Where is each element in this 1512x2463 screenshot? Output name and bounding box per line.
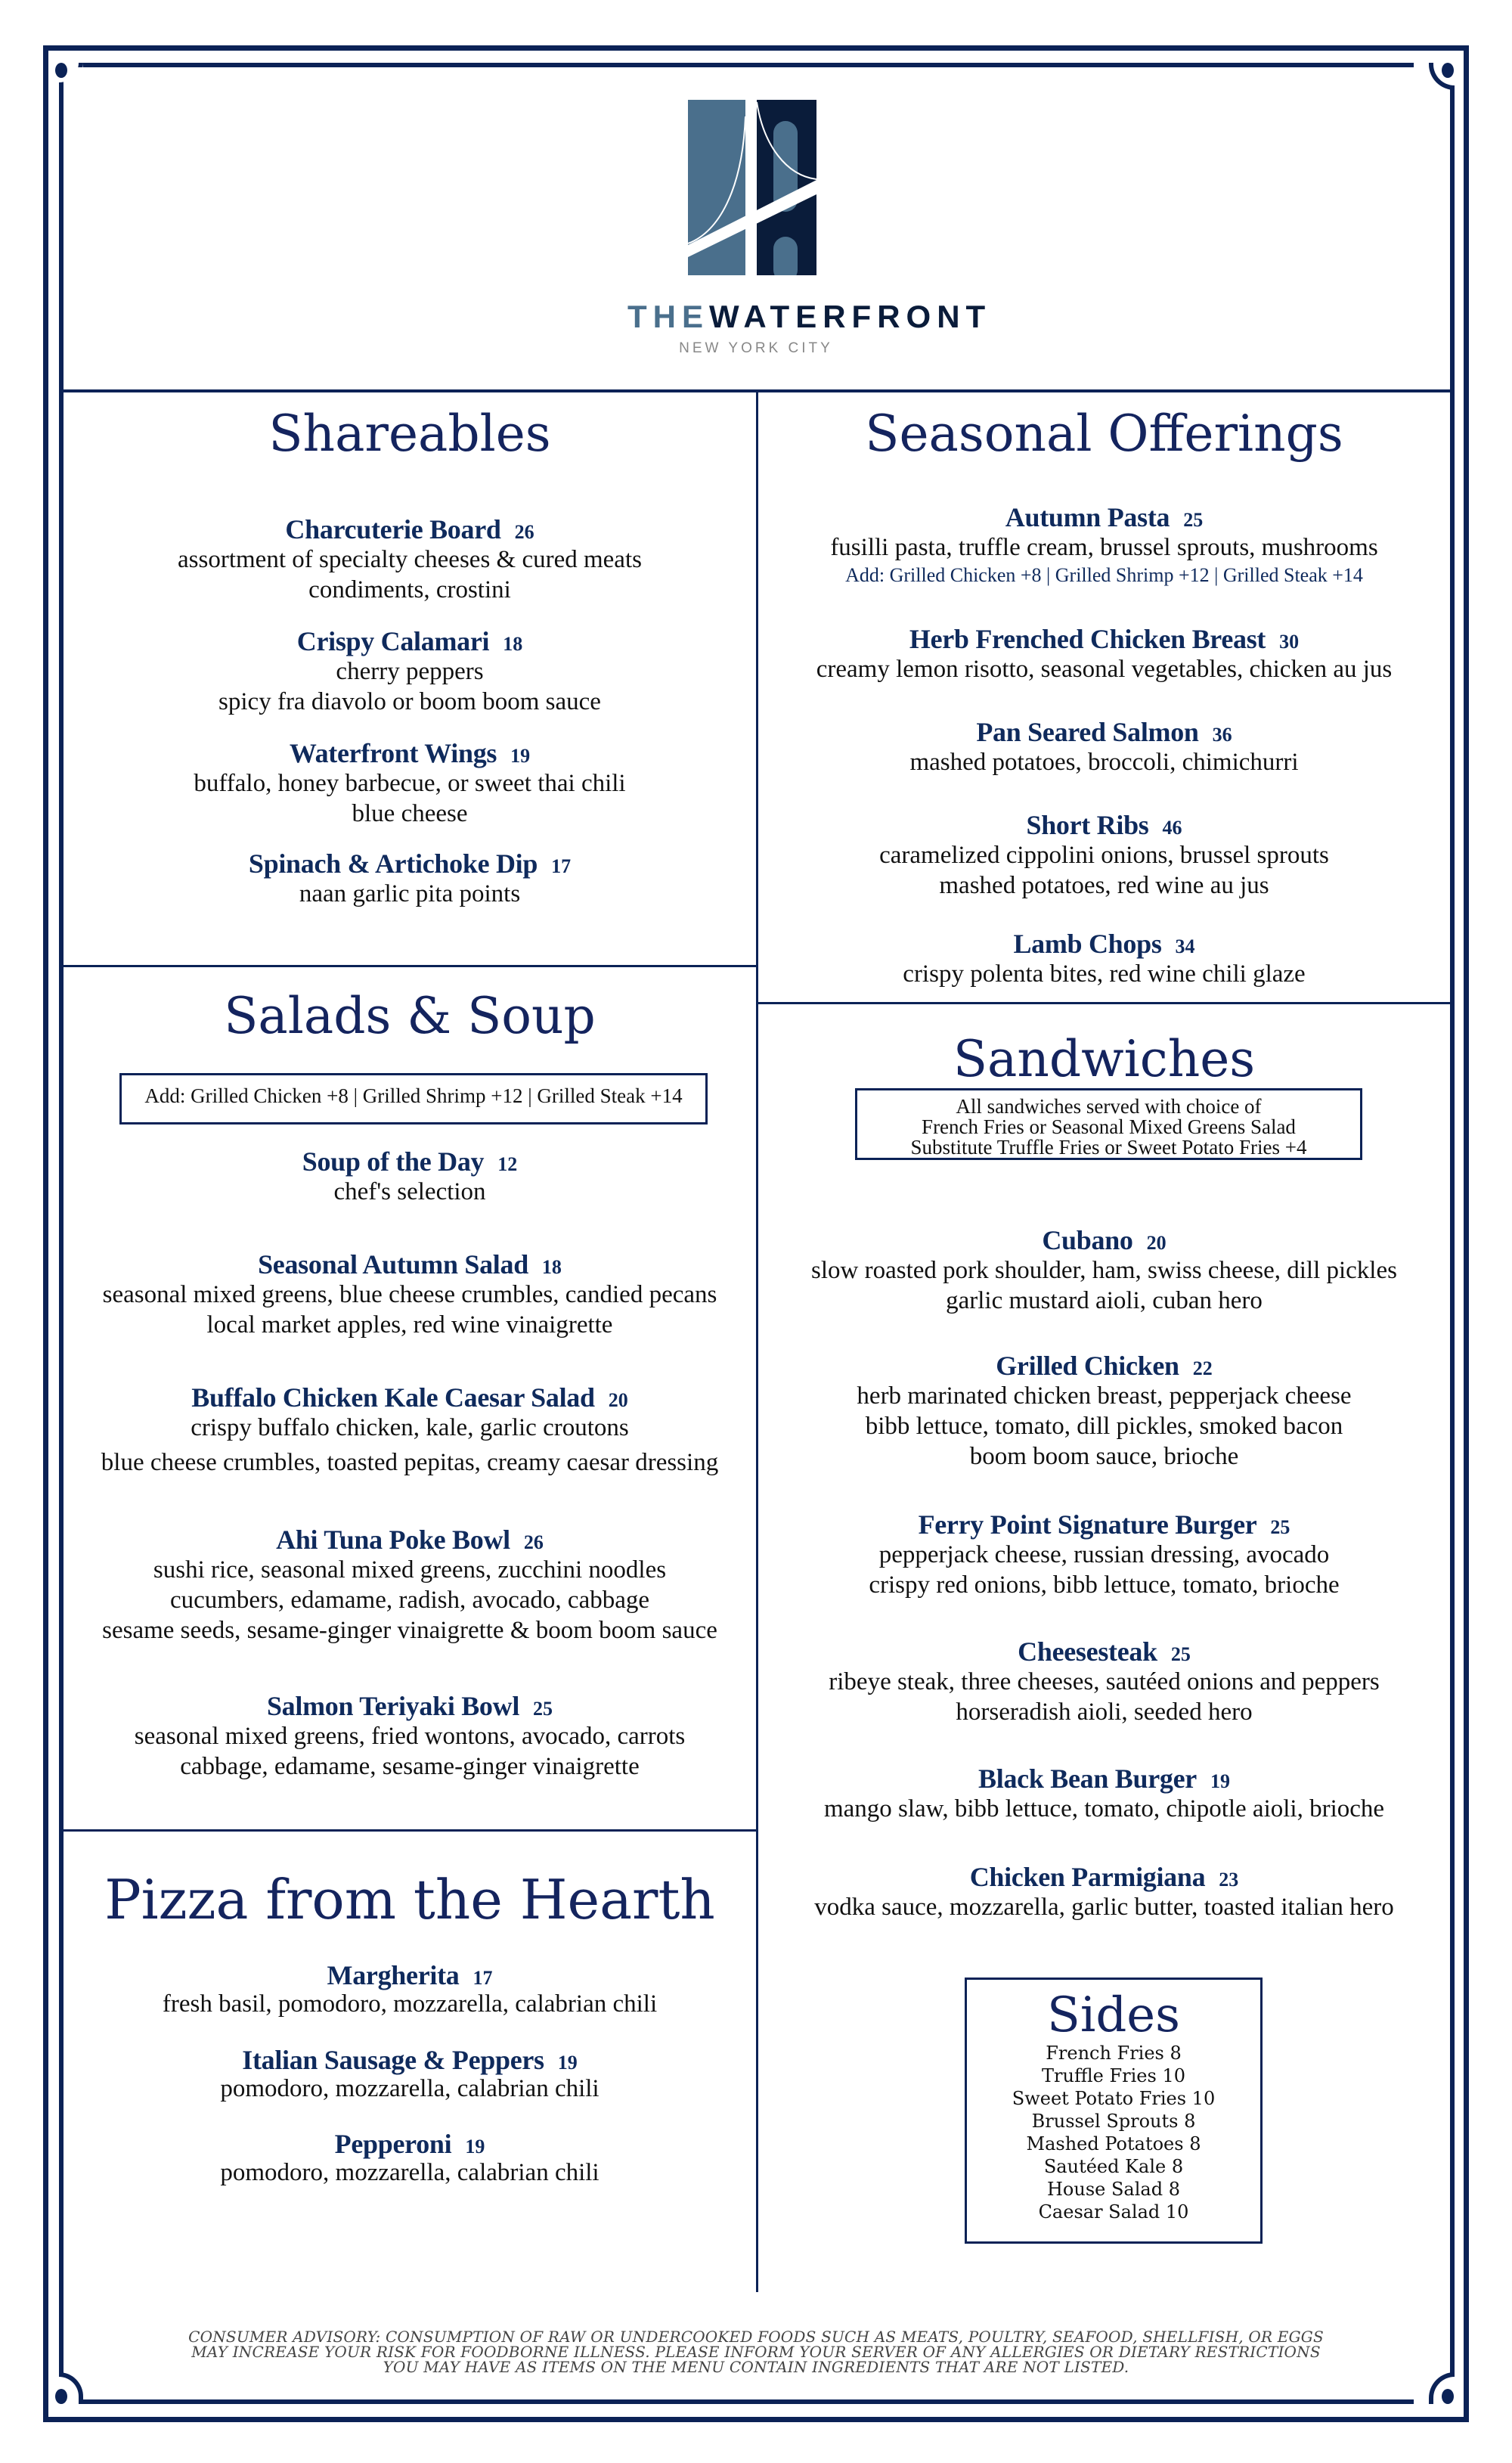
brand-name-prefix: THE [627, 299, 709, 334]
section-title-pizza: Pizza from the Hearth [104, 1868, 715, 1931]
item-desc: pomodoro, mozzarella, calabrian chili [220, 2159, 600, 2186]
side-item: Caesar Salad 10 [1038, 2201, 1189, 2223]
item-desc: crispy red onions, bibb lettuce, tomato, brioche [869, 1571, 1340, 1599]
menu-item [758, 717, 1450, 777]
item-desc: herb marinated chicken breast, pepperjack cheese [857, 1382, 1352, 1410]
sandwiches-note-line: All sandwiches served with choice of [956, 1095, 1262, 1118]
menu-item [64, 1146, 756, 1207]
item-desc: slow roasted pork shoulder, ham, swiss cheese, dill pickles [811, 1257, 1397, 1284]
item-price: 17 [472, 1967, 493, 1989]
item-desc: ribeye steak, three cheeses, sautéed onions and peppers [829, 1668, 1380, 1695]
item-desc: seasonal mixed greens, fried wontons, avocado, carrots [134, 1723, 686, 1750]
item-desc: local market apples, red wine vinaigrette [206, 1311, 613, 1339]
menu-item [64, 514, 756, 605]
item-desc: blue cheese [352, 800, 468, 827]
item-desc: naan garlic pita points [299, 880, 521, 907]
menu-item [758, 1225, 1450, 1316]
side-item: Sweet Potato Fries 10 [1012, 2088, 1216, 2109]
item-price: 25 [1183, 509, 1204, 531]
item-name: Cubano [1042, 1225, 1133, 1255]
advisory-line: MAY INCREASE YOUR RISK FOR FOODBORNE ILLNESS. PLEASE INFORM YOUR SERVER OF ANY ALLERGIES OR DIETARY RESTRICTIONS [191, 2343, 1321, 2361]
item-desc: horseradish aioli, seeded hero [956, 1698, 1253, 1726]
item-desc: chef's selection [333, 1178, 486, 1205]
side-item: House Salad 8 [1047, 2179, 1180, 2200]
sides-list [967, 2042, 1260, 2223]
item-desc: fresh basil, pomodoro, mozzarella, calabrian chili [162, 1990, 658, 2018]
menu-item [64, 2129, 756, 2186]
item-price: 26 [514, 521, 534, 543]
item-price: 19 [1210, 1770, 1230, 1792]
item-desc: assortment of specialty cheeses & cured meats [178, 546, 642, 573]
item-price: 25 [533, 1698, 553, 1720]
item-name: Salmon Teriyaki Bowl [266, 1691, 520, 1721]
item-desc: condiments, crostini [308, 576, 511, 603]
side-item: Brussel Sprouts 8 [1031, 2111, 1196, 2132]
left-divider-2 [64, 1829, 756, 1832]
item-price: 30 [1279, 631, 1300, 653]
item-name: Grilled Chicken [996, 1351, 1179, 1381]
sandwiches-note-line: Substitute Truffle Fries or Sweet Potato Fries +4 [910, 1136, 1307, 1159]
brand-name [627, 299, 992, 335]
menu-item [64, 1382, 756, 1478]
salads-addon-box [119, 1073, 708, 1124]
item-price: 34 [1175, 935, 1195, 957]
item-price: 19 [510, 745, 531, 767]
salads-addon-text: Add: Grilled Chicken +8 | Grilled Shrimp +12 | Grilled Steak +14 [144, 1084, 683, 1107]
item-desc: garlic mustard aioli, cuban hero [946, 1287, 1263, 1314]
menu-item [64, 1249, 756, 1340]
item-name: Spinach & Artichoke Dip [248, 848, 538, 879]
menu-item [758, 1862, 1450, 1922]
section-title-seasonal: Seasonal Offerings [865, 405, 1343, 463]
item-name: Waterfront Wings [289, 738, 497, 768]
side-item: French Fries 8 [1046, 2043, 1182, 2064]
item-price: 46 [1162, 817, 1182, 839]
item-desc: blue cheese crumbles, toasted pepitas, creamy caesar dressing [101, 1449, 719, 1476]
sandwiches-note-line: French Fries or Seasonal Mixed Greens Salad [922, 1115, 1296, 1138]
item-name: Pan Seared Salmon [976, 717, 1199, 747]
brand-name-main: WATERFRONT [709, 299, 992, 334]
item-price: 20 [1146, 1232, 1167, 1254]
advisory-line: YOU MAY HAVE AS ITEMS ON THE MENU CONTAIN INGREDIENTS THAT ARE NOT LISTED. [383, 2358, 1129, 2376]
menu-item [758, 1636, 1450, 1727]
item-desc: creamy lemon risotto, seasonal vegetables, chicken au jus [816, 656, 1393, 683]
item-desc: sesame seeds, sesame-ginger vinaigrette & boom boom sauce [102, 1617, 717, 1644]
item-name: Chicken Parmigiana [969, 1862, 1206, 1892]
item-desc: pomodoro, mozzarella, calabrian chili [220, 2075, 600, 2102]
section-title-sandwiches: Sandwiches [953, 1030, 1256, 1088]
item-name: Margherita [327, 1960, 460, 1990]
item-name: Charcuterie Board [285, 514, 501, 544]
menu-item [758, 1509, 1450, 1600]
item-desc: vodka sauce, mozzarella, garlic butter, toasted italian hero [814, 1894, 1394, 1921]
menu-item [64, 1691, 756, 1782]
menu-item [64, 626, 756, 717]
item-name: Ferry Point Signature Burger [918, 1509, 1257, 1540]
addon-note: Add: Grilled Chicken +8 | Grilled Shrimp +12 | Grilled Steak +14 [845, 564, 1363, 586]
side-item: Sautéed Kale 8 [1043, 2156, 1184, 2177]
brand-location: NEW YORK CITY [679, 340, 833, 356]
item-name: Italian Sausage & Peppers [242, 2045, 544, 2075]
side-item: Mashed Potatoes 8 [1026, 2133, 1201, 2154]
item-name: Soup of the Day [302, 1146, 485, 1177]
item-price: 23 [1219, 1869, 1239, 1891]
item-name: Ahi Tuna Poke Bowl [276, 1525, 510, 1555]
item-name: Lamb Chops [1013, 929, 1162, 959]
item-price: 36 [1212, 724, 1232, 746]
item-desc: pepperjack cheese, russian dressing, avocado [878, 1541, 1330, 1568]
advisory-line: CONSUMER ADVISORY: CONSUMPTION OF RAW OR UNDERCOOKED FOODS SUCH AS MEATS, POULTRY, SEAFOOD, SHELLFISH, OR EGGS [188, 2328, 1324, 2346]
item-price: 19 [557, 2052, 578, 2074]
consumer-advisory [91, 2329, 1421, 2375]
menu-item [758, 929, 1450, 989]
item-price: 17 [551, 855, 572, 877]
menu-item [758, 1351, 1450, 1472]
item-desc: boom boom sauce, brioche [969, 1443, 1239, 1470]
menu-item [758, 1763, 1450, 1824]
item-price: 25 [1270, 1516, 1290, 1538]
item-price: 18 [503, 633, 523, 655]
item-name: Crispy Calamari [296, 626, 490, 656]
item-desc: spicy fra diavolo or boom boom sauce [218, 688, 601, 715]
item-price: 25 [1170, 1643, 1191, 1665]
item-price: 12 [497, 1153, 518, 1175]
right-divider-1 [758, 1002, 1450, 1004]
item-name: Autumn Pasta [1005, 502, 1170, 532]
menu-item [64, 738, 756, 829]
item-price: 19 [465, 2136, 485, 2157]
section-title-shareables: Shareables [268, 405, 551, 463]
section-title-sides: Sides [1047, 1987, 1180, 2043]
menu-item [64, 1525, 756, 1646]
bridge-logo-icon [688, 100, 816, 275]
item-desc: crispy polenta bites, red wine chili glaze [903, 960, 1306, 988]
item-desc: sushi rice, seasonal mixed greens, zucchini noodles [153, 1556, 667, 1584]
item-name: Short Ribs [1026, 810, 1149, 840]
menu-item [64, 848, 756, 909]
menu-item [758, 810, 1450, 901]
item-desc: buffalo, honey barbecue, or sweet thai chili [194, 770, 626, 797]
item-desc: bibb lettuce, tomato, dill pickles, smoked bacon [865, 1413, 1343, 1440]
item-desc: cucumbers, edamame, radish, avocado, cabbage [169, 1587, 650, 1614]
item-desc: crispy buffalo chicken, kale, garlic croutons [191, 1414, 629, 1441]
item-name: Cheesesteak [1018, 1636, 1157, 1667]
left-divider-1 [64, 965, 756, 967]
section-title-salads: Salads & Soup [224, 987, 596, 1045]
item-desc: cabbage, edamame, sesame-ginger vinaigrette [180, 1753, 640, 1780]
item-desc: caramelized cippolini onions, brussel sprouts [879, 842, 1329, 869]
side-item: Truffle Fries 10 [1042, 2065, 1185, 2086]
logo [688, 100, 816, 275]
menu-item [64, 1960, 756, 2018]
sides-box [965, 1978, 1263, 2244]
item-price: 18 [541, 1256, 562, 1278]
item-name: Herb Frenched Chicken Breast [909, 624, 1266, 654]
item-price: 26 [523, 1531, 544, 1553]
item-desc: mashed potatoes, red wine au jus [939, 872, 1269, 899]
item-desc: mango slaw, bibb lettuce, tomato, chipotle aioli, brioche [823, 1795, 1385, 1822]
item-name: Black Bean Burger [978, 1763, 1197, 1794]
menu-item [758, 502, 1450, 588]
item-desc: cherry peppers [336, 658, 484, 685]
item-price: 20 [608, 1389, 628, 1411]
sandwiches-note-box [855, 1088, 1362, 1160]
item-desc: fusilli pasta, truffle cream, brussel sprouts, mushrooms [830, 534, 1378, 561]
item-desc: mashed potatoes, broccoli, chimichurri [909, 749, 1299, 776]
item-name: Seasonal Autumn Salad [258, 1249, 528, 1280]
menu-item [758, 624, 1450, 684]
item-desc: seasonal mixed greens, blue cheese crumbles, candied pecans [102, 1281, 717, 1308]
item-name: Pepperoni [334, 2129, 452, 2159]
menu-item [64, 2045, 756, 2102]
item-name: Buffalo Chicken Kale Caesar Salad [191, 1382, 595, 1413]
item-price: 22 [1192, 1357, 1213, 1379]
